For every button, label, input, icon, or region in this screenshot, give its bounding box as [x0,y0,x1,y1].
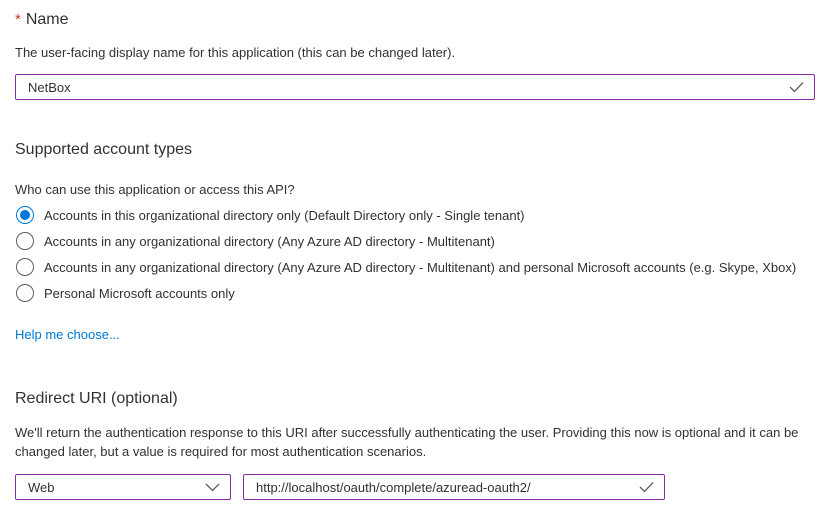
name-input[interactable] [16,75,789,99]
account-type-option-1[interactable] [15,228,796,254]
name-field-hint: The user-facing display name for this application (this can be changed later). [15,45,456,60]
radio-account-type-3[interactable] [16,284,34,302]
redirect-uri-input-box [243,474,665,500]
name-field-heading [15,11,69,29]
radio-account-type-2[interactable] [16,258,34,276]
account-types-radio-group [15,202,796,306]
valid-checkmark-icon [639,481,654,493]
platform-select[interactable] [15,474,231,500]
account-type-option-1-label: Accounts in any organizational directory (Any Azure AD directory - Multitenant) [44,233,495,249]
platform-select-value: Web [28,479,55,495]
name-input-box [15,74,815,100]
account-type-option-0[interactable] [15,202,796,228]
account-type-option-0-label: Accounts in this organizational directory only (Default Directory only - Single tenant) [44,207,525,223]
radio-account-type-1[interactable] [16,232,34,250]
radio-account-type-0[interactable] [16,206,34,224]
redirect-uri-input[interactable] [244,475,639,499]
account-types-question: Who can use this application or access this API? [15,182,295,197]
account-type-option-2-label: Accounts in any organizational directory (Any Azure AD directory - Multitenant) and personal Microsoft accounts (e.g. Skype, Xbox) [44,259,797,275]
valid-checkmark-icon [789,81,804,93]
redirect-uri-heading: Redirect URI (optional) [15,390,178,407]
account-type-option-3[interactable] [15,280,796,306]
chevron-down-icon [205,483,220,492]
account-type-option-2[interactable] [15,254,796,280]
account-type-option-3-label: Personal Microsoft accounts only [44,285,235,301]
supported-account-types-heading: Supported account types [15,141,193,158]
help-me-choose-link[interactable]: Help me choose... [15,327,120,342]
name-field-heading-label: Name [25,11,69,28]
required-asterisk: * [15,11,21,28]
redirect-uri-description: We'll return the authentication response to this URI after successfully authenticating the user. Providing this now is optional and it can be changed later, but a value is required for most authentication scenarios. [15,425,799,459]
